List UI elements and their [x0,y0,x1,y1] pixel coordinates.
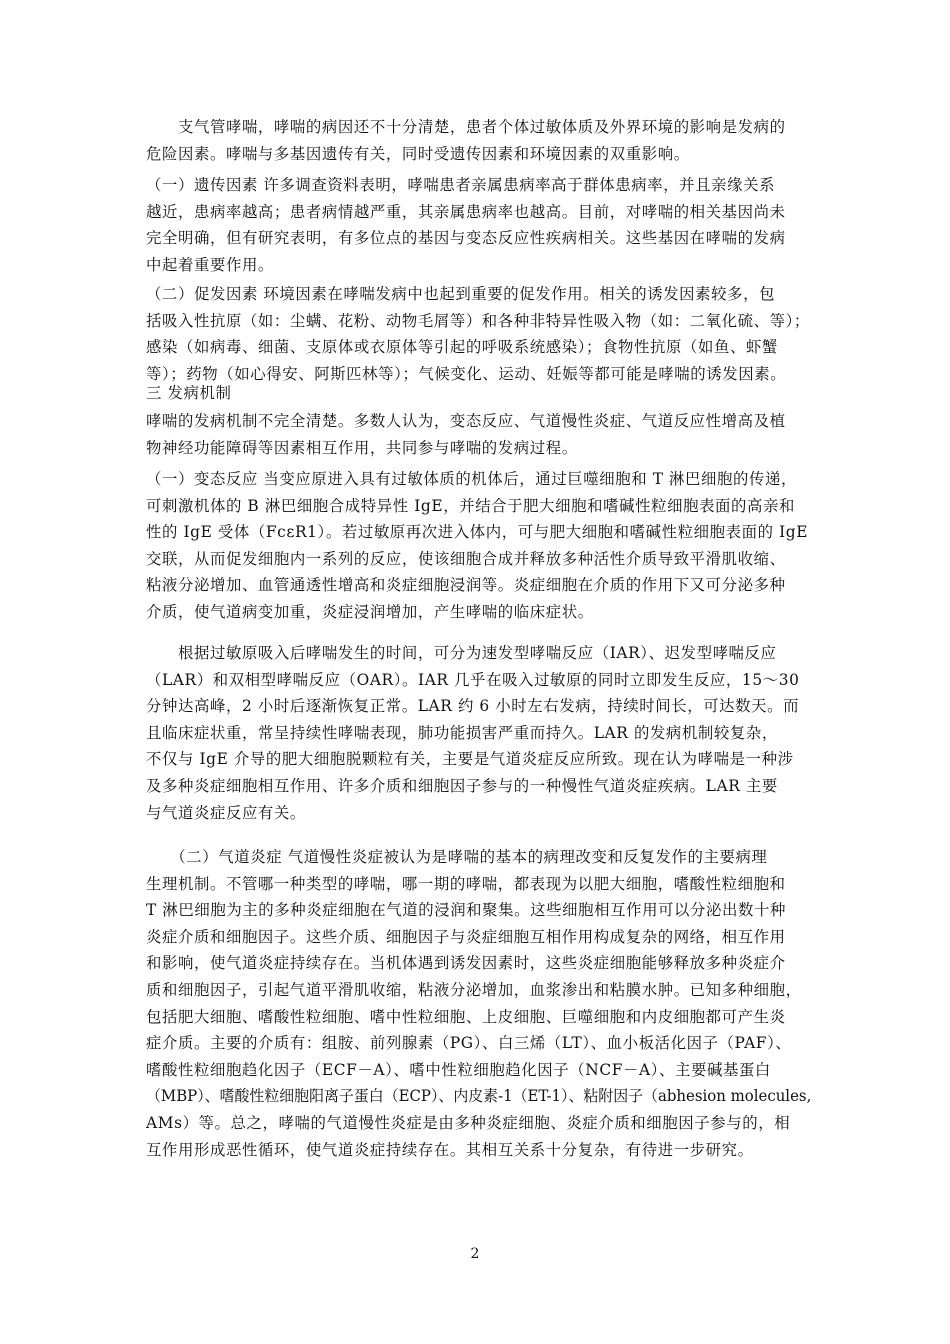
text-line: （二）促发因素 环境因素在哮喘发病中也起到重要的促发作用。相关的诱发因素较多，包 [146,285,776,303]
text-line: 与气道炎症反应有关。 [146,803,306,822]
text-line: 性的 IgE 受体（FcεR1）。若过敏原再次进入体内，可与肥大细胞和嗜碱性粒细胞表面的 IgE [146,523,809,542]
paragraph-iar-lar [146,640,811,826]
paragraph-trigger-factors [146,281,811,387]
text-line: 介质，使气道病变加重，炎症浸润增加，产生哮喘的临床症状。 [146,602,594,621]
text-line: 炎症介质和细胞因子。这些介质、细胞因子与炎症细胞互相作用构成复杂的网络，相互作用 [146,927,786,946]
heading-text: 三 发病机制 [146,384,232,402]
text-line: 哮喘的发病机制不完全清楚。多数人认为，变态反应、气道慢性炎症、气道反应性增高及植 [146,412,786,430]
paragraph-intro [146,114,811,167]
paragraph-genetic-factors [146,172,811,278]
text-line: 危险因素。哮喘与多基因遗传有关，同时受遗传因素和环境因素的双重影响。 [146,144,690,163]
text-line: 根据过敏原吸入后哮喘发生的时间，可分为速发型哮喘反应（IAR）、迟发型哮喘反应 [146,644,777,662]
text-line: 质和细胞因子，引起气道平滑肌收缩，粘液分泌增加，血浆渗出和粘膜水肿。已知多种细胞， [146,980,802,999]
text-line: （一）遗传因素 许多调查资料表明，哮喘患者亲属患病率高于群体患病率，并且亲缘关系 [146,176,776,194]
text-line: AMs）等。总之，哮喘的气道慢性炎症是由多种炎症细胞、炎症介质和细胞因子参与的，相 [146,1113,791,1132]
text-line: 交联，从而促发细胞内一系列的反应，使该细胞合成并释放多种活性介质导致平滑肌收缩、 [146,549,786,568]
text-line: 及多种炎症细胞相互作用、许多介质和细胞因子参与的一种慢性气道炎症疾病。LAR 主要 [146,776,778,795]
paragraph-allergic-reaction [146,466,811,626]
text-line: 不仅与 IgE 介导的肥大细胞脱颗粒有关，主要是气道炎症反应所致。现在认为哮喘是一种涉 [146,750,794,769]
text-line: 粘液分泌增加、血管通透性增高和炎症细胞浸润等。炎症细胞在介质的作用下又可分泌多种 [146,576,786,595]
text-line: 和影响，使气道炎症持续存在。当机体遇到诱发因素时，这些炎症细胞能够释放多种炎症介 [146,954,786,973]
text-line: 分钟达高峰，2 小时后逐渐恢复正常。LAR 约 6 小时左右发病，持续时间长，可达数天。而 [146,697,800,716]
text-line: 物神经功能障碍等因素相互作用，共同参与哮喘的发病过程。 [146,438,578,457]
text-line: 中起着重要作用。 [146,255,274,274]
text-line: 完全明确，但有研究表明，有多位点的基因与变态反应性疾病相关。这些基因在哮喘的发病 [146,229,786,248]
page-number: 2 [470,1246,480,1262]
text-line: 且临床症状重，常呈持续性哮喘表现，肺功能损害严重而持久。LAR 的发病机制较复杂， [146,723,778,742]
text-line: T 淋巴细胞为主的多种炎症细胞在气道的浸润和聚集。这些细胞相互作用可以分泌出数十种 [146,901,786,920]
text-line: 可刺激机体的 B 淋巴细胞合成特异性 IgE，并结合于肥大细胞和嗜碱性粒细胞表面的高亲和 [146,496,796,515]
text-line: （MBP）、嗜酸性粒细胞阳离子蛋白（ECP）、内皮素-1（ET-1）、粘附因子（abhesion molecules, [146,1087,811,1106]
text-line: 嗜酸性粒细胞趋化因子（ECF－A）、嗜中性粒细胞趋化因子（NCF－A）、主要碱基蛋白 [146,1060,771,1079]
paragraph-airway-inflammation [146,844,811,1163]
text-line: （二）气道炎症 气道慢性炎症被认为是哮喘的基本的病理改变和反复发作的主要病理 [146,848,768,866]
text-line: 生理机制。不管哪一种类型的哮喘，哪一期的哮喘，都表现为以肥大细胞，嗜酸性粒细胞和 [146,874,786,893]
text-line: 感染（如病毒、细菌、支原体或衣原体等引起的呼吸系统感染）；食物性抗原（如鱼、虾蟹 [146,338,778,357]
paragraph-mechanism-intro [146,408,811,461]
text-line: 症介质。主要的介质有：组胺、前列腺素（PG）、白三烯（LT）、血小板活化因子（PAF）、 [146,1034,792,1053]
text-line: 互作用形成恶性循环，使气道炎症持续存在。其相互关系十分复杂，有待进一步研究。 [146,1140,754,1159]
text-line: 越近，患病率越高；患者病情越严重，其亲属患病率也越高。目前，对哮喘的相关基因尚未 [146,202,786,221]
text-line: 包括肥大细胞、嗜酸性粒细胞、嗜中性粒细胞、上皮细胞、巨噬细胞和内皮细胞都可产生炎 [146,1007,786,1026]
text-line: （LAR）和双相型哮喘反应（OAR）。IAR 几乎在吸入过敏原的同时立即发生反应，15～30 [146,670,800,689]
text-line: 支气管哮喘，哮喘的病因还不十分清楚，患者个体过敏体质及外界环境的影响是发病的 [146,118,786,136]
text-line: （一）变态反应 当变应原进入具有过敏体质的机体后，通过巨噬细胞和 T 淋巴细胞的传递， [146,470,797,488]
text-line: 等）；药物（如心得安、阿斯匹林等）；气候变化、运动、妊娠等都可能是哮喘的诱发因素。 [146,364,787,383]
section-heading-mechanism [146,380,231,406]
text-line: 括吸入性抗原（如：尘螨、花粉、动物毛屑等）和各种非特异性吸入物（如：二氧化硫、等）； [146,311,810,330]
